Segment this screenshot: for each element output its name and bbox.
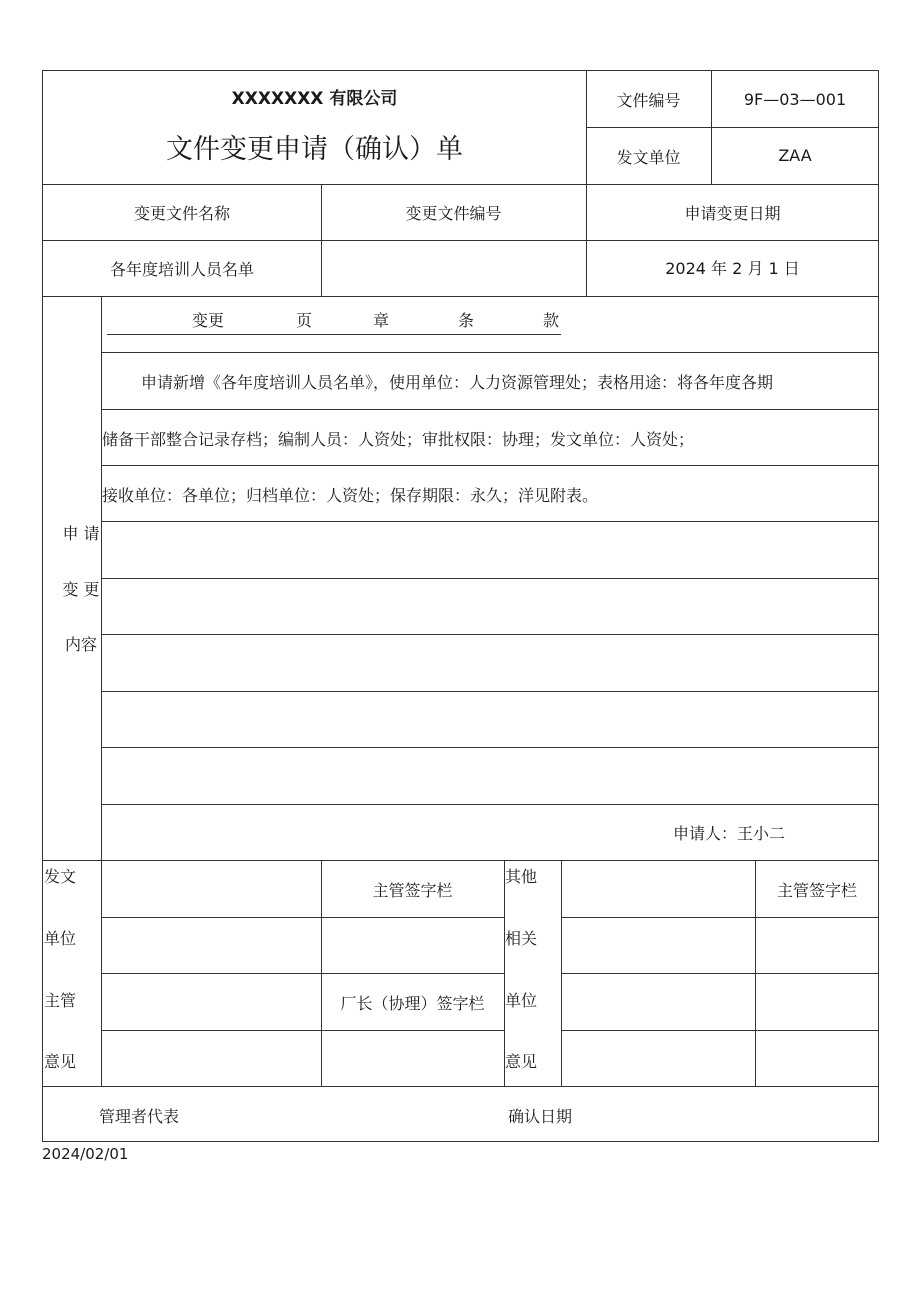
change-request-form [42,70,879,1142]
row-divider [43,1086,879,1087]
clause-header-change: 变更 [192,311,225,330]
change-side-label-3: 内容 [64,635,97,654]
row-divider [101,973,504,974]
col-divider [561,860,562,1086]
other-side-label-1: 其他 [505,867,538,886]
row-divider [561,917,879,918]
other-side-label-3: 单位 [505,991,538,1010]
change-side-label-2: 变 更 [62,580,100,599]
row-divider [101,1030,504,1031]
row-divider [43,860,879,861]
file-name-value: 各年度培训人员名单 [109,260,254,279]
issuer-side-label-4: 意见 [44,1052,77,1071]
issuer-side-label-2: 单位 [44,929,77,948]
row-divider [101,747,879,748]
col-divider [586,184,587,296]
row-divider [43,184,879,185]
col-divider [101,296,102,1086]
change-line-2: 储备干部整合记录存档；编制人员：人资处；审批权限：协理；发文单位：人资处； [102,430,695,449]
other-side-label-2: 相关 [505,929,538,948]
file-name-header: 变更文件名称 [133,204,230,223]
issuer-value: ZAA [778,146,812,165]
change-line-1: 申请新增《各年度培训人员名单》，使用单位：人力资源管理处；表格用途：将各年度各期 [141,373,774,392]
doc-no-value: 9F—03—001 [743,90,847,109]
row-divider [43,296,879,297]
date-stamp: 2024/02/01 [42,1145,129,1163]
clause-header-item: 款 [543,311,560,330]
clause-header-chapter: 章 [373,311,390,330]
row-divider [43,240,879,241]
row-divider [561,1030,879,1031]
row-divider [101,465,879,466]
issuer-side-label-3: 主管 [44,991,77,1010]
row-divider [101,409,879,410]
col-divider [711,71,712,184]
change-line-3: 接收单位：各单位；归档单位：人资处；保存期限：永久；洋见附表。 [102,486,599,505]
issuer-label: 发文单位 [616,148,681,167]
request-date-header: 申请变更日期 [684,204,781,223]
change-side-label-1: 申 请 [62,524,100,543]
confirm-date-label: 确认日期 [508,1107,573,1126]
row-divider [101,917,504,918]
row-divider [101,634,879,635]
row-divider [101,352,879,353]
row-divider [101,691,879,692]
file-no-header: 变更文件编号 [405,204,502,223]
company-name: XXXXXXX 有限公司 [231,89,398,109]
form-title: 文件变更申请（确认）单 [166,134,463,165]
clause-header-page: 页 [296,311,313,330]
row-divider [101,804,879,805]
clause-header-article: 条 [458,311,475,330]
issuer-side-label-1: 发文 [44,867,77,886]
other-supervisor-sign-label: 主管签字栏 [776,881,857,900]
col-divider [321,184,322,296]
doc-no-label: 文件编号 [616,91,681,110]
row-divider [101,521,879,522]
row-divider [101,578,879,579]
request-date-value: 2024 年 2 月 1 日 [665,259,800,278]
other-side-label-4: 意见 [505,1052,538,1071]
row-divider [586,127,879,128]
supervisor-sign-label: 主管签字栏 [372,881,453,900]
clause-underline [107,334,561,335]
management-rep-label: 管理者代表 [99,1107,180,1126]
director-sign-label: 厂长（协理）签字栏 [340,994,485,1013]
applicant: 申请人：王小二 [673,824,786,843]
row-divider [561,973,879,974]
